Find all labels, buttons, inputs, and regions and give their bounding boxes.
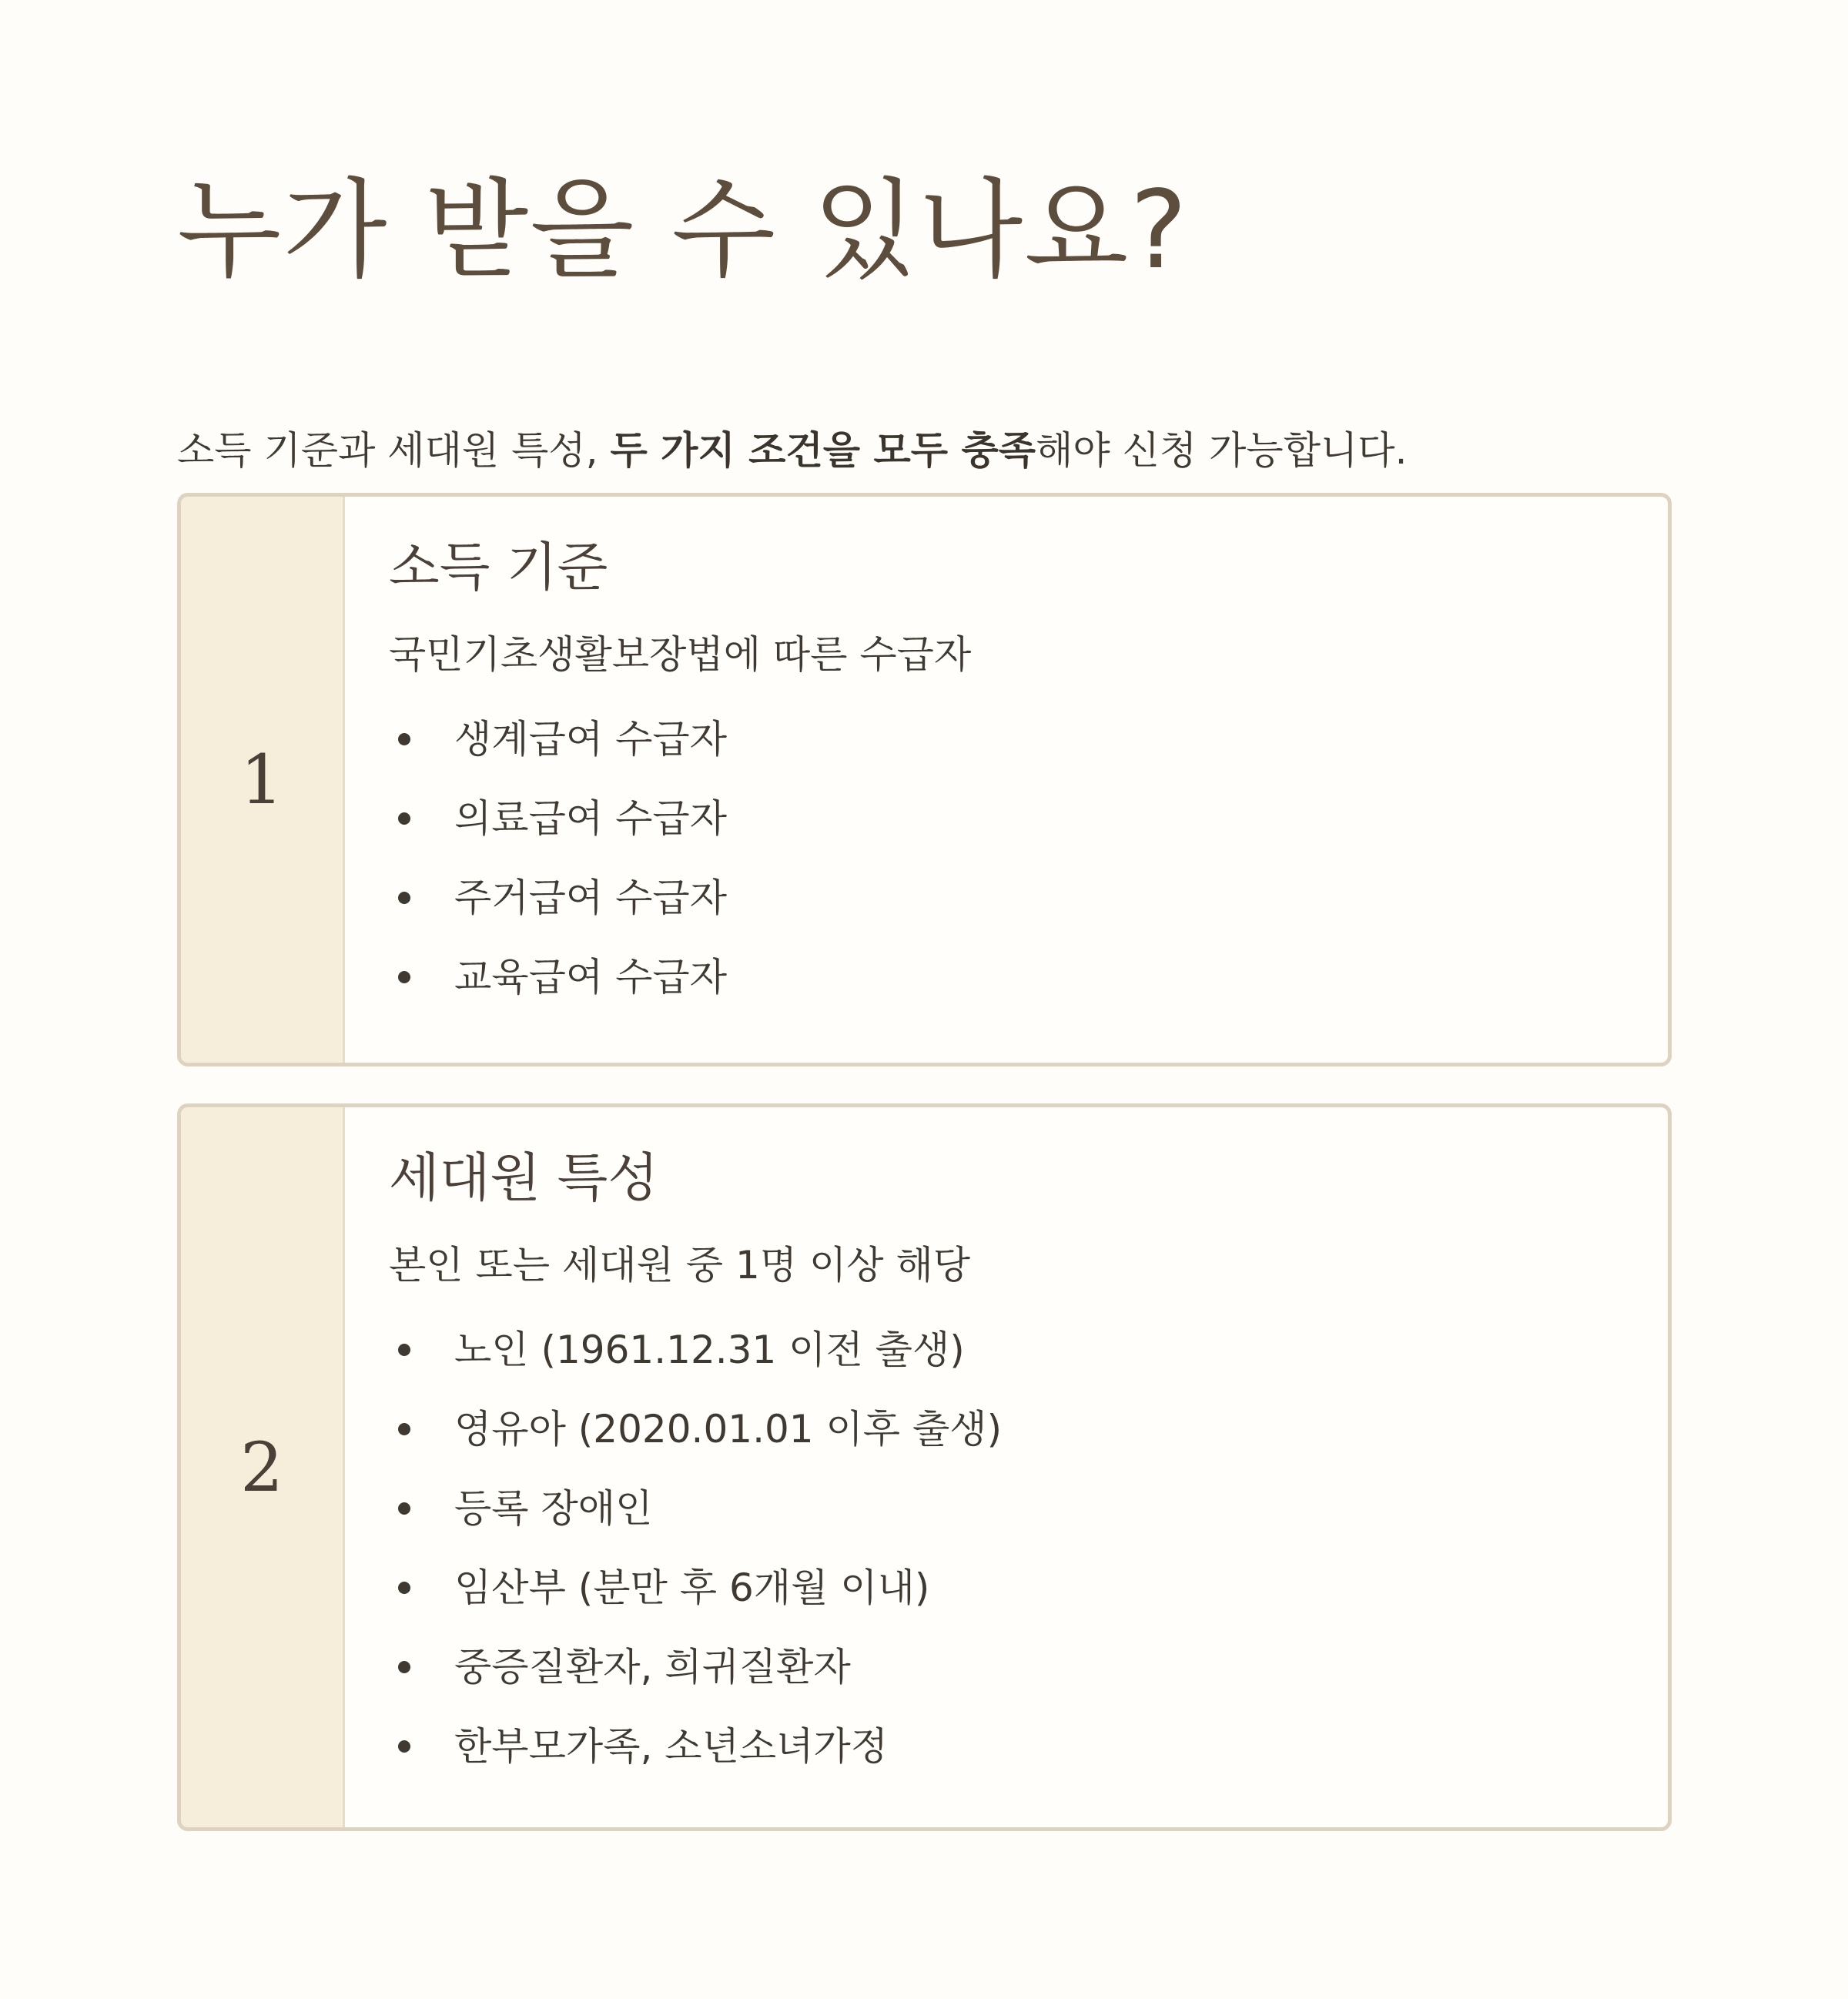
card-subtitle: 본인 또는 세대원 중 1명 이상 해당	[389, 1243, 971, 1287]
list-item	[389, 712, 727, 792]
list-item	[389, 1482, 1002, 1561]
list-item	[389, 1719, 1002, 1799]
list-item	[389, 1561, 1002, 1640]
bullet-icon	[398, 1502, 410, 1515]
page-title: 누가 받을 수 있나요?	[177, 168, 1189, 293]
list-item-text: 등록 장애인	[454, 1486, 653, 1531]
list-item-text: 중증질환자, 희귀질환자	[454, 1645, 851, 1689]
card-number-column	[181, 1107, 345, 1827]
list-item	[389, 1640, 1002, 1719]
bullet-icon	[398, 892, 410, 904]
list-item-text: 주거급여 수급자	[454, 876, 727, 920]
bullet-icon	[398, 971, 410, 983]
intro-text-before: 소득 기준과 세대원 특성,	[177, 428, 611, 473]
intro-text-bold: 두 가지 조건을 모두 충족	[610, 428, 1036, 473]
card-title: 세대원 특성	[389, 1148, 659, 1209]
card-number: 2	[240, 1428, 283, 1507]
bullet-icon	[398, 812, 410, 825]
bullet-icon	[398, 733, 410, 745]
list-item-text: 교육급여 수급자	[454, 955, 727, 1000]
card-title: 소득 기준	[389, 537, 608, 598]
bullet-icon	[398, 1740, 410, 1753]
list-item-text: 영유아 (2020.01.01 이후 출생)	[454, 1407, 1003, 1452]
bullet-icon	[398, 1423, 410, 1435]
list-item	[389, 792, 727, 871]
condition-card-household	[177, 1103, 1672, 1831]
list-item-text: 한부모가족, 소년소녀가정	[454, 1724, 889, 1769]
bullet-icon	[398, 1582, 410, 1594]
list-item-text: 생계급여 수급자	[454, 717, 727, 762]
list-item	[389, 1402, 1002, 1482]
list-item	[389, 950, 727, 1030]
bullet-icon	[398, 1661, 410, 1673]
criteria-list	[389, 712, 727, 1030]
list-item	[389, 1323, 1002, 1402]
list-item	[389, 871, 727, 950]
card-subtitle: 국민기초생활보장법에 따른 수급자	[389, 632, 972, 677]
card-number: 1	[240, 740, 283, 819]
list-item-text: 의료급여 수급자	[454, 796, 727, 841]
criteria-list	[389, 1323, 1002, 1799]
intro-text-after: 해야 신청 가능합니다.	[1036, 428, 1408, 473]
bullet-icon	[398, 1344, 410, 1356]
list-item-text: 임산부 (분만 후 6개월 이내)	[454, 1565, 930, 1610]
intro-text	[177, 424, 1408, 477]
condition-card-income	[177, 493, 1672, 1066]
card-number-column	[181, 497, 345, 1063]
list-item-text: 노인 (1961.12.31 이전 출생)	[454, 1328, 965, 1372]
